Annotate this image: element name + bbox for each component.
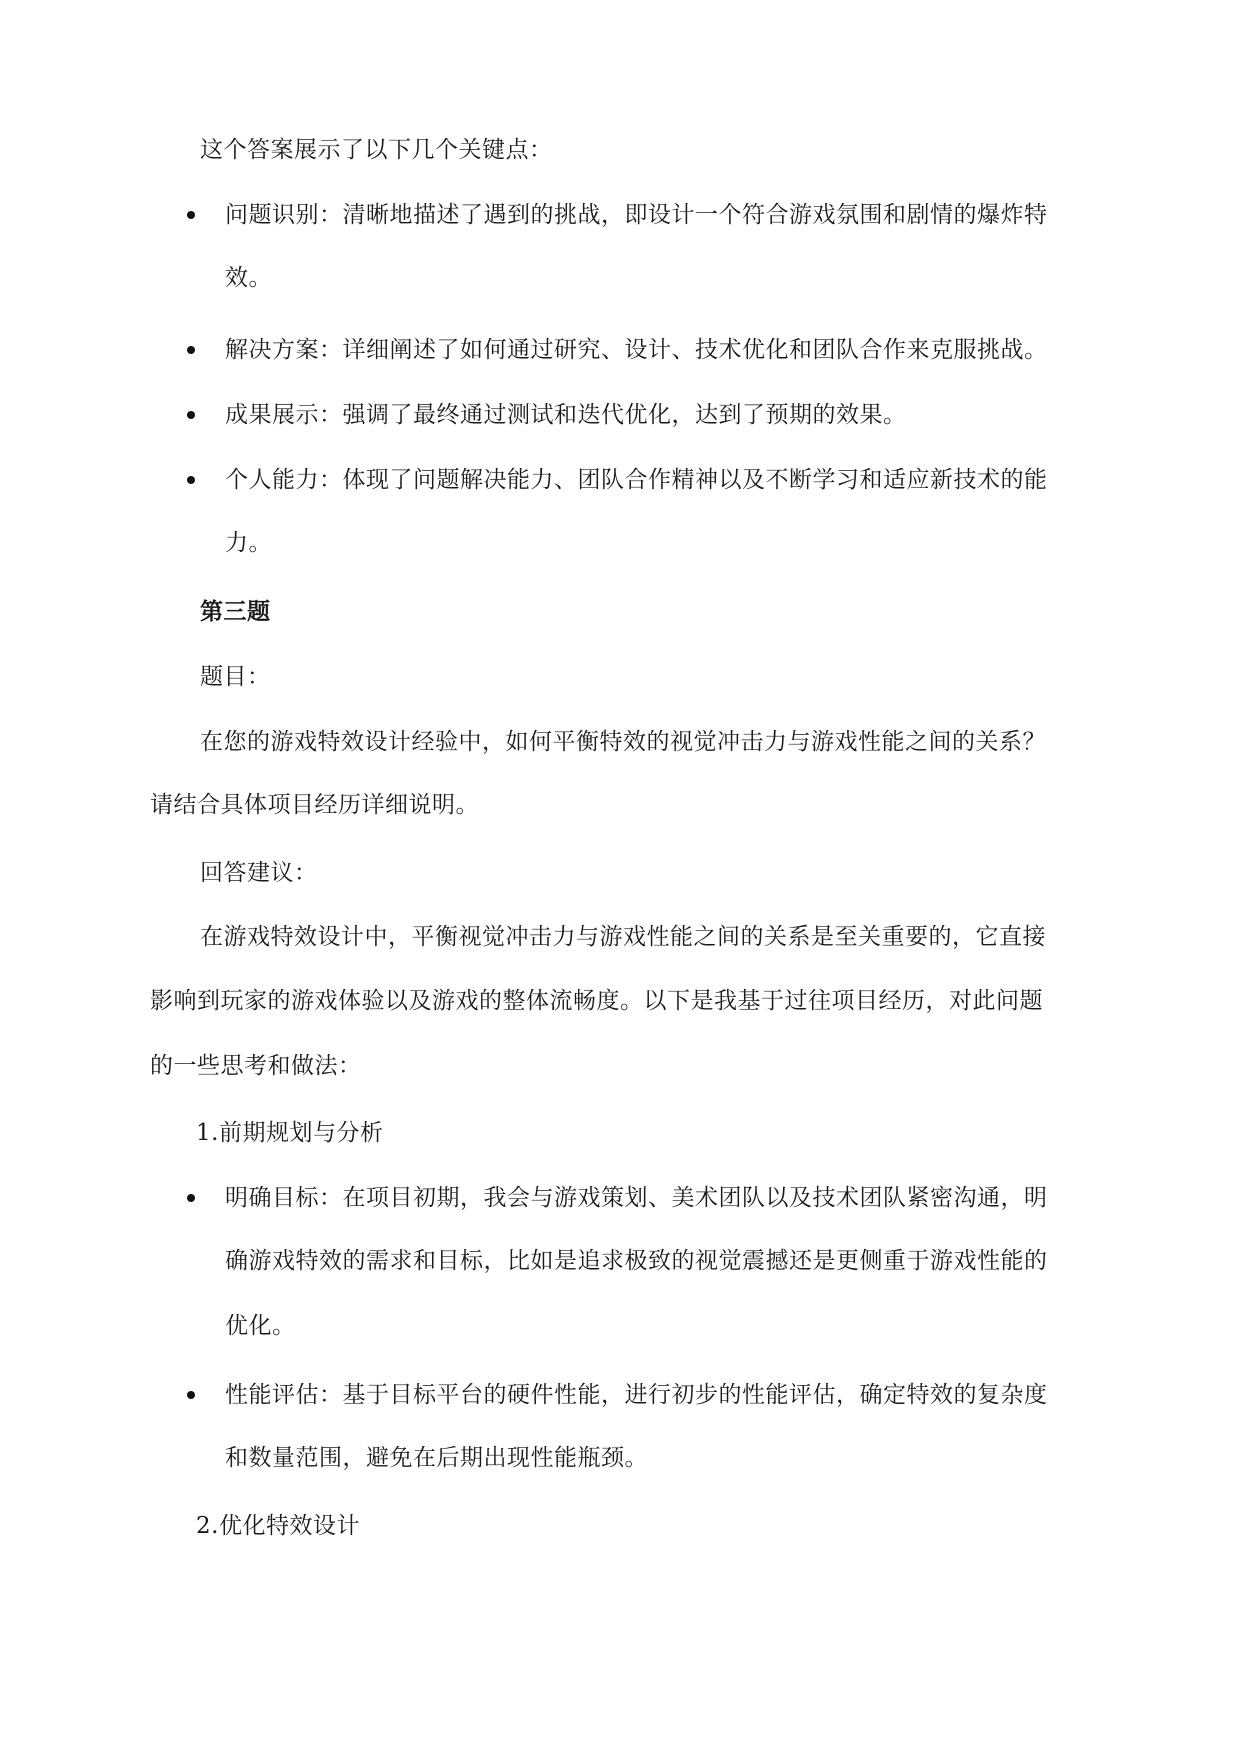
paragraph-line: 影响到玩家的游戏体验以及游戏的整体流畅度。以下是我基于过往项目经历，对此问题	[150, 988, 1043, 1014]
intro-text: 这个答案展示了以下几个关键点：	[200, 137, 553, 163]
bullet-icon	[187, 346, 195, 354]
list-item-line: 成果展示：强调了最终通过测试和迭代优化，达到了预期的效果。	[225, 402, 907, 428]
list-item-line: 性能评估：基于目标平台的硬件性能，进行初步的性能评估，确定特效的复杂度	[225, 1382, 1048, 1408]
list-item-line: 确游戏特效的需求和目标，比如是追求极致的视觉震撼还是更侧重于游戏性能的	[225, 1248, 1048, 1274]
list-item-line: 效。	[225, 265, 272, 291]
section-heading: 第三题	[200, 598, 271, 625]
list-item-line: 力。	[225, 530, 272, 556]
bullet-icon	[187, 211, 195, 219]
step-heading: 1.前期规划与分析	[196, 1120, 384, 1146]
bullet-icon	[187, 1194, 195, 1202]
paragraph-line: 在您的游戏特效设计经验中，如何平衡特效的视觉冲击力与游戏性能之间的关系？	[200, 729, 1046, 755]
list-item-line: 优化。	[225, 1313, 296, 1339]
list-item-line: 解决方案：详细阐述了如何通过研究、设计、技术优化和团队合作来克服挑战。	[225, 337, 1048, 363]
list-item-line: 问题识别：清晰地描述了遇到的挑战，即设计一个符合游戏氛围和剧情的爆炸特	[225, 202, 1048, 228]
paragraph-line: 请结合具体项目经历详细说明。	[150, 792, 479, 818]
paragraph-line: 在游戏特效设计中，平衡视觉冲击力与游戏性能之间的关系是至关重要的，它直接	[200, 924, 1046, 950]
list-item-line: 明确目标：在项目初期，我会与游戏策划、美术团队以及技术团队紧密沟通，明	[225, 1185, 1048, 1211]
paragraph-line: 的一些思考和做法：	[150, 1053, 362, 1079]
question-label: 题目：	[200, 664, 271, 690]
bullet-icon	[187, 1391, 195, 1399]
list-item-line: 和数量范围，避免在后期出现性能瓶颈。	[225, 1445, 648, 1471]
list-item-line: 个人能力：体现了问题解决能力、团队合作精神以及不断学习和适应新技术的能	[225, 467, 1048, 493]
answer-label: 回答建议：	[200, 860, 318, 886]
bullet-icon	[187, 411, 195, 419]
step-heading: 2.优化特效设计	[196, 1513, 360, 1539]
bullet-icon	[187, 476, 195, 484]
